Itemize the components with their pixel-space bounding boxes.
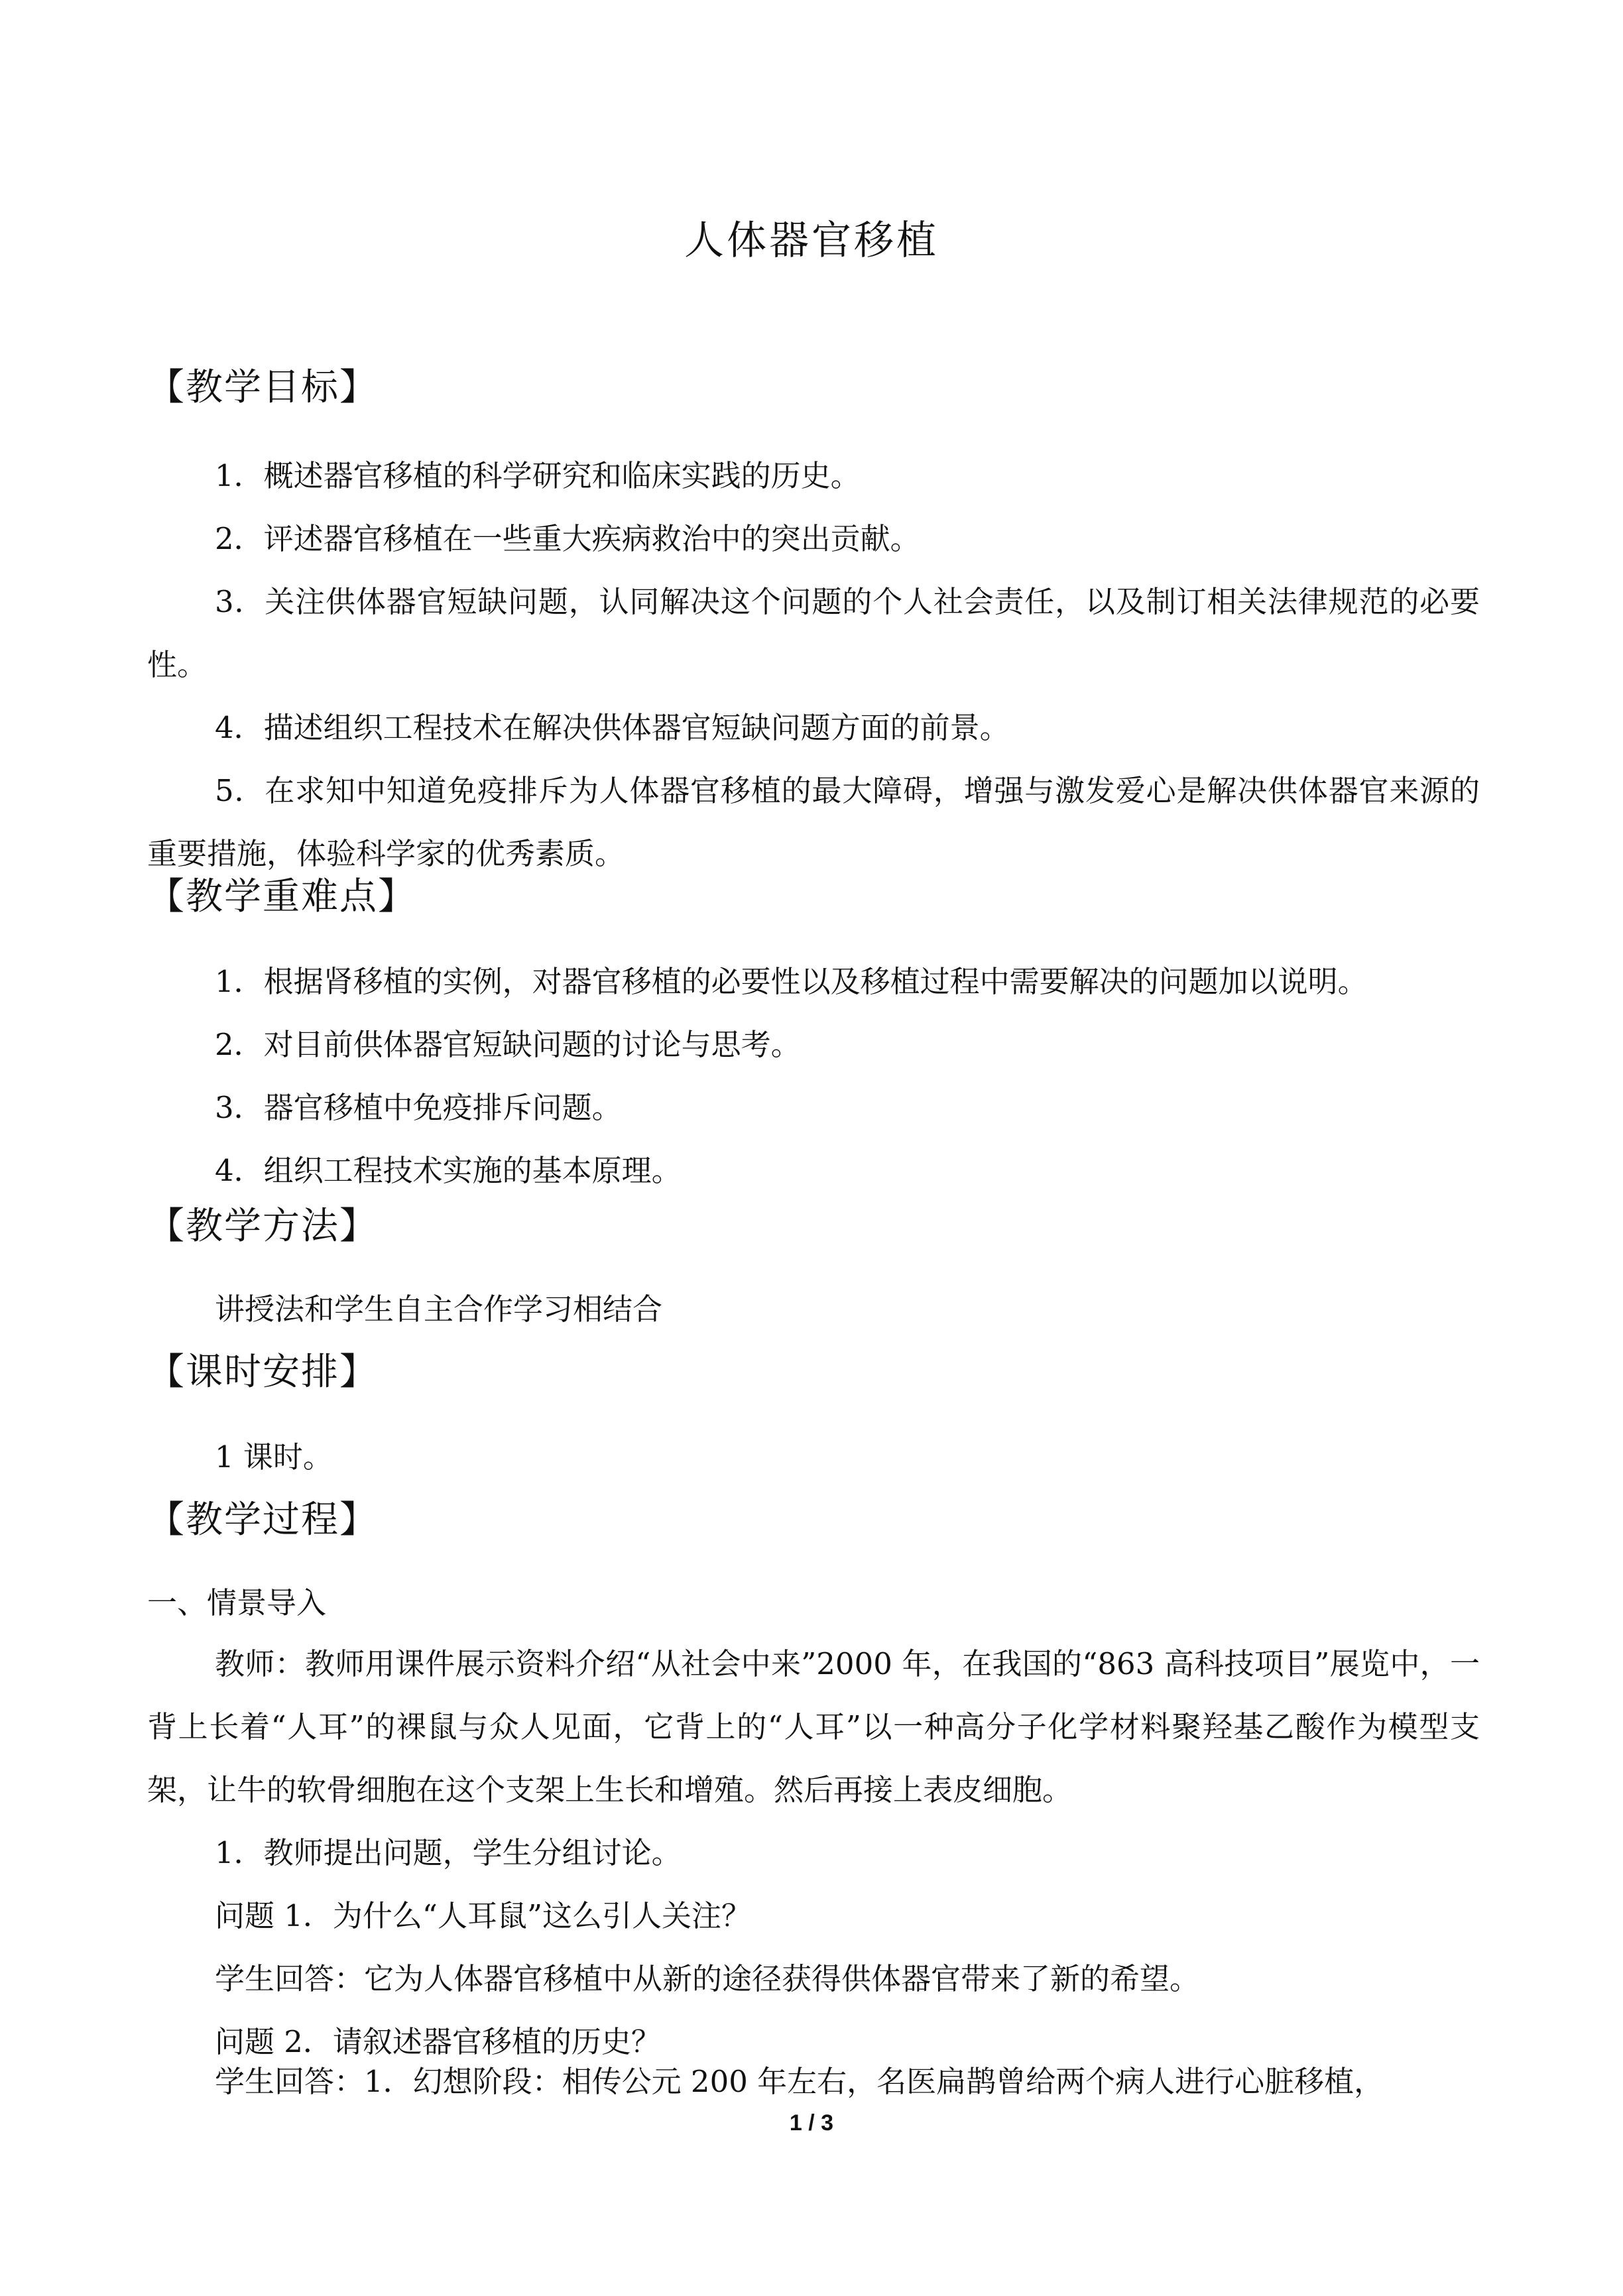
section-heading-methods: 【教学方法】	[147, 1205, 378, 1248]
section-heading-schedule: 【课时安排】	[147, 1351, 378, 1394]
process-paragraph-5: 问题 2．请叙述器官移植的历史？	[215, 2024, 661, 2059]
key-point-item-4: 4．组织工程技术实施的基本原理。	[215, 1153, 682, 1188]
page-title: 人体器官移植	[684, 217, 939, 264]
section-heading-goals: 【教学目标】	[147, 366, 378, 409]
process-paragraph-4: 学生回答：它为人体器官移植中从新的途径获得供体器官带来了新的希望。	[215, 1961, 1200, 1996]
goal-item-5: 5．在求知中知道免疫排斥为人体器官移植的最大障碍，增强与激发爱心是解决供体器官来源的重要措施，体验科学家的优秀素质。	[147, 773, 1480, 871]
key-point-item-1: 1．根据肾移植的实例，对器官移植的必要性以及移植过程中需要解决的问题加以说明。	[215, 964, 1368, 999]
goal-item-4: 4．描述组织工程技术在解决供体器官短缺问题方面的前景。	[215, 710, 1010, 745]
section-heading-key-points: 【教学重难点】	[147, 875, 416, 918]
section-heading-process: 【教学过程】	[147, 1498, 378, 1541]
process-paragraph-3: 问题 1．为什么“人耳鼠”这么引人关注？	[215, 1898, 751, 1933]
goal-item-3: 3．关注供体器官短缺问题，认同解决这个问题的个人社会责任，以及制订相关法律规范的必要性。	[147, 584, 1480, 682]
process-subheading: 一、情景导入	[147, 1585, 327, 1620]
process-paragraph-2: 1．教师提出问题，学生分组讨论。	[215, 1835, 682, 1870]
key-point-item-3: 3．器官移植中免疫排斥问题。	[215, 1090, 622, 1125]
key-point-item-2: 2．对目前供体器官短缺问题的讨论与思考。	[215, 1027, 801, 1062]
process-paragraph-1: 教师：教师用课件展示资料介绍“从社会中来”2000 年，在我国的“863 高科技项目”展览中，一背上长着“人耳”的裸鼠与众人见面，它背上的“人耳”以一种高分子化学材料聚羟基乙酸作为模型支架，让牛的软骨细胞在这个支架上生长和增殖。然后再接上表皮细胞。	[147, 1646, 1480, 1807]
goal-item-2: 2．评述器官移植在一些重大疾病救治中的突出贡献。	[215, 521, 920, 556]
goal-item-1: 1．概述器官移植的科学研究和临床实践的历史。	[215, 458, 861, 493]
process-paragraph-6: 学生回答：1．幻想阶段：相传公元 200 年左右，名医扁鹊曾给两个病人进行心脏移植，	[215, 2064, 1384, 2099]
schedule-text: 1 课时。	[215, 1439, 333, 1475]
methods-text: 讲授法和学生自主合作学习相结合	[215, 1292, 663, 1327]
page-number: 1 / 3	[789, 2110, 834, 2136]
